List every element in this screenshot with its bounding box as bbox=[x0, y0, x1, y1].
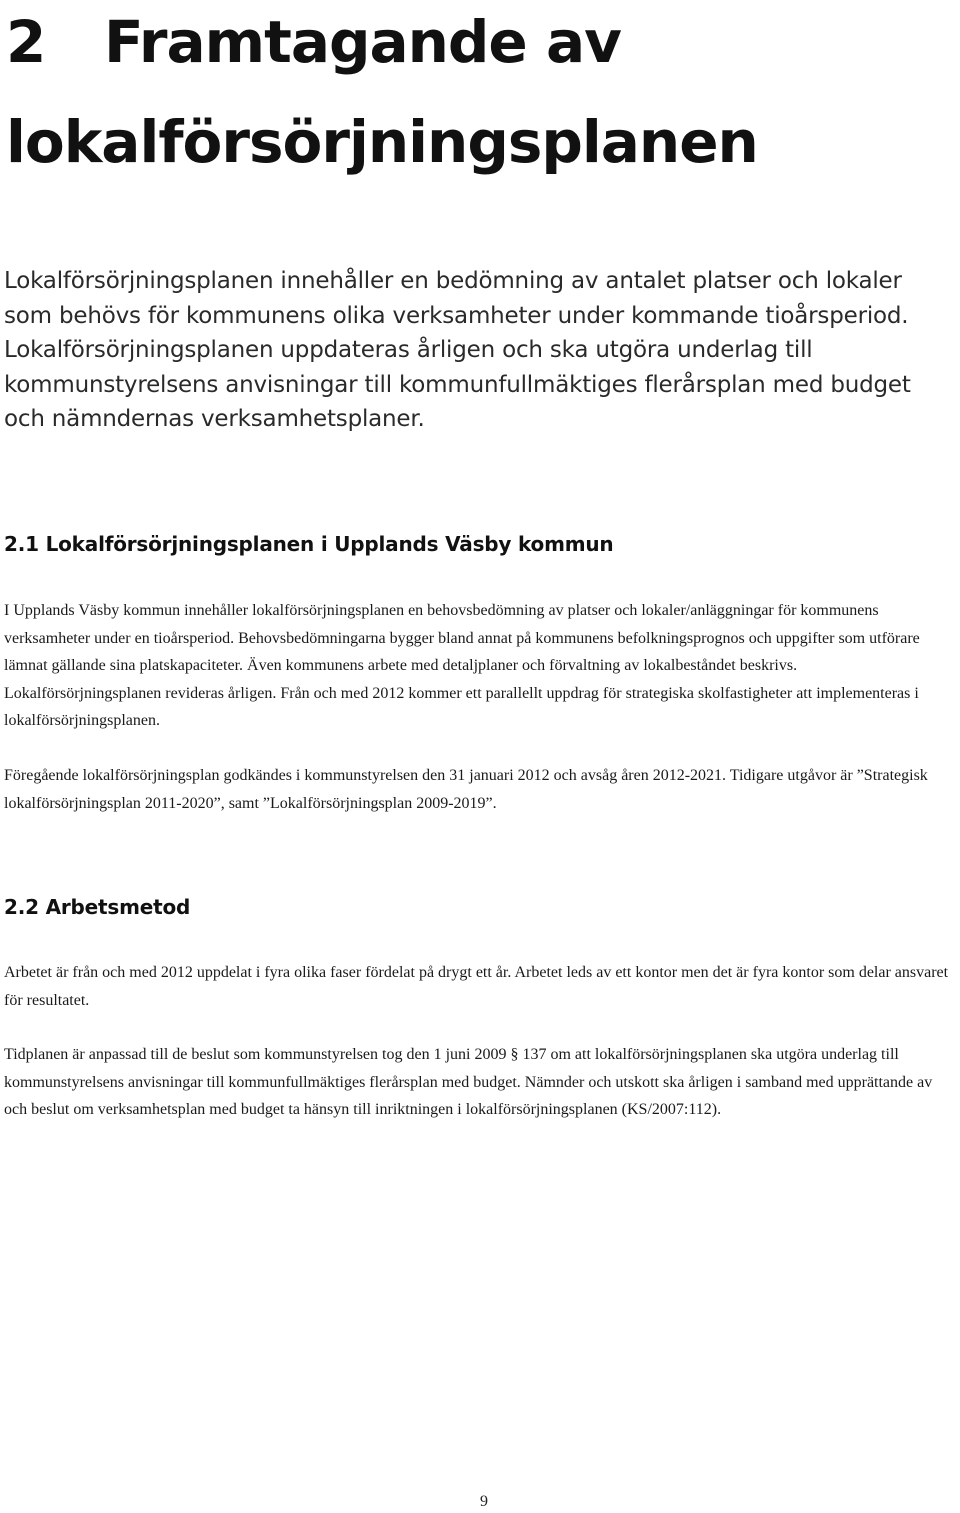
section-2-2-paragraph-1: Arbetet är från och med 2012 uppdelat i fyra olika faser fördelat på drygt ett år. Arbetet leds av ett kontor men det är fyra kontor som delar ansvaret för resultatet. bbox=[4, 964, 949, 1009]
intro-paragraph: Lokalförsörjningsplanen innehåller en bedömning av antalet platser och lokaler som behövs för kommunens olika verksamheter under kommande tioårsperiod. Lokalförsörjningsplanen uppdateras årligen och ska utgöra underlag till kommunstyrelsens anvisningar till kommunfullmäktiges flerårsplan med budget och nämndernas verksamhetsplaner. bbox=[4, 268, 911, 432]
section-2-2-paragraph-2: Tidplanen är anpassad till de beslut som kommunstyrelsen tog den 1 juni 2009 § 137 om att lokalförsörjningsplanen ska utgöra underlag till kommunstyrelsens anvisningar till kommunfullmäktiges flerårsplan med budget. Nämnder och utskott ska årligen i samband med upprättande av och beslut om verksamhetsplan med budget ta hänsyn till inriktningen i lokalförsörjningsplanen (KS/2007:112). bbox=[4, 1046, 933, 1119]
section-heading-2-1: 2.1 Lokalförsörjningsplanen i Upplands Väsby kommun bbox=[4, 532, 614, 556]
section-2-1-paragraph-2: Föregående lokalförsörjningsplan godkändes i kommunstyrelsen den 31 januari 2012 och avsåg åren 2012-2021. Tidigare utgåvor är ”Strategisk lokalförsörjningsplan 2011-2020”, samt ”Lokalförsörjningsplan 2009-2019”. bbox=[4, 767, 928, 812]
chapter-title bbox=[6, 0, 956, 192]
page-number: 9 bbox=[480, 1493, 488, 1510]
section-heading-2-2: 2.2 Arbetsmetod bbox=[4, 895, 191, 919]
chapter-number: 2 bbox=[6, 8, 46, 76]
section-2-1-paragraph-1: I Upplands Väsby kommun innehåller lokalförsörjningsplanen en behovsbedömning av platser och lokaler/anläggningar för kommunens verksamheter under en tioårsperiod. Behovsbedömningarna bygger bland annat på kommunens befolkningsprognos och uppgifter som utförare lämnat gällande sina platskapaciteter. Även kommunens arbete med detaljplaner och förvaltning av lokalbeståndet beskrivs. Lokalförsörjningsplanen revideras årligen. Från och med 2012 kommer ett parallellt uppdrag för strategiska skolfastigheter att implementeras i lokalförsörjningsplanen. bbox=[4, 602, 920, 730]
chapter-title-text: Framtagande av lokalförsörjningsplanen bbox=[6, 8, 758, 176]
